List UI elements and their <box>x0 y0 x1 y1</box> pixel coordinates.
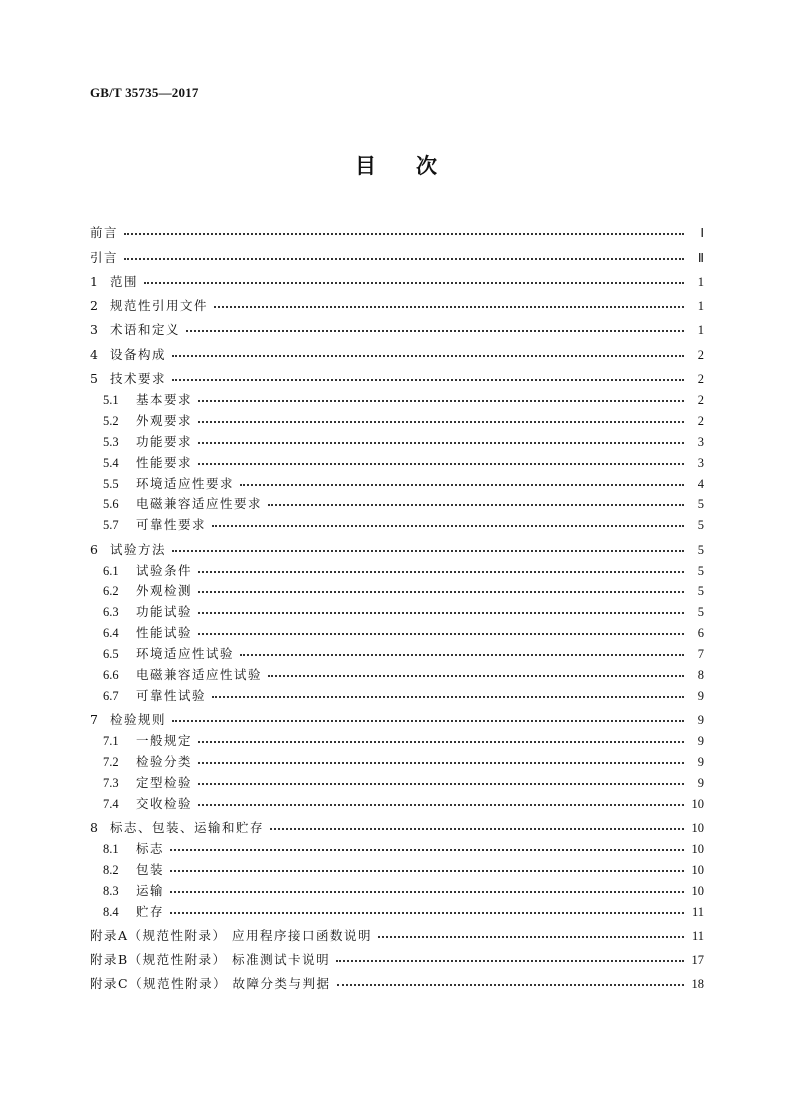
toc-entry[interactable] <box>90 578 704 599</box>
toc-entry-number: 7.3 <box>103 775 119 790</box>
toc-entry-label: 检验规则 <box>110 712 167 728</box>
toc-entry[interactable] <box>90 727 704 748</box>
toc-entry-number: 5.3 <box>103 434 119 449</box>
toc-entry[interactable] <box>90 856 704 877</box>
toc-entry-label: 贮存 <box>136 903 165 919</box>
toc-entry[interactable] <box>90 835 704 856</box>
toc-entry-page: 18 <box>691 977 704 992</box>
toc-entry[interactable] <box>90 337 704 361</box>
toc-entry-label: 附录B（规范性附录） 标准测试卡说明 <box>90 952 331 968</box>
toc-entry-label: 运输 <box>136 882 165 898</box>
toc-entry-page: 2 <box>697 372 704 387</box>
toc-entry-page: 10 <box>691 883 704 898</box>
toc-entry-page: 9 <box>697 688 704 703</box>
toc-entry-number: 6.1 <box>103 563 119 578</box>
dot-leader <box>198 579 684 593</box>
toc-entry-label: 规范性引用文件 <box>110 298 209 314</box>
toc-entry-label: 环境适应性试验 <box>136 646 235 662</box>
toc-entry-number: 8 <box>90 820 98 835</box>
toc-entry-page: 2 <box>697 347 704 362</box>
toc-entry[interactable] <box>90 619 704 640</box>
toc-entry-page: 9 <box>697 734 704 749</box>
toc-entry[interactable] <box>90 748 704 769</box>
dot-leader <box>198 771 684 785</box>
toc-entry-page: Ⅰ <box>700 226 704 241</box>
toc-entry[interactable] <box>90 598 704 619</box>
toc-entry-label: 试验方法 <box>110 541 167 557</box>
toc-entry-number: 6.4 <box>103 626 119 641</box>
dot-leader <box>124 221 684 235</box>
toc-entry-label: 前言 <box>90 225 119 241</box>
toc-entry-number: 2 <box>90 298 98 314</box>
toc-entry[interactable] <box>90 491 704 512</box>
toc-entry-page: 10 <box>691 841 704 856</box>
dot-leader <box>198 621 684 635</box>
toc-entry-number: 5 <box>90 371 98 387</box>
toc-entry-label: 电磁兼容适应性试验 <box>136 666 263 682</box>
toc-entry-page: 9 <box>697 713 704 728</box>
toc-entry-page: Ⅱ <box>697 250 704 265</box>
toc-entry-page: 4 <box>697 476 704 491</box>
toc-entry-page: 9 <box>697 775 704 790</box>
toc-entry-label: 定型检验 <box>136 774 193 790</box>
toc-entry[interactable] <box>90 790 704 811</box>
toc-entry[interactable] <box>90 289 704 313</box>
toc-entry-number: 4 <box>90 346 98 362</box>
toc-entry-page: 17 <box>691 953 704 968</box>
toc-entry-page: 5 <box>697 605 704 620</box>
toc-entry[interactable] <box>90 967 704 991</box>
toc-entry-number: 6.2 <box>103 584 119 599</box>
toc-entry-page: 8 <box>697 667 704 682</box>
toc-entry-number: 7 <box>90 712 98 728</box>
dot-leader <box>378 924 684 938</box>
dot-leader <box>198 409 684 423</box>
dot-leader <box>198 388 684 402</box>
toc-entry-page: 10 <box>691 796 704 811</box>
toc-entry-label: 技术要求 <box>110 371 167 387</box>
dot-leader <box>214 294 684 308</box>
toc-entry-page: 5 <box>697 497 704 512</box>
toc-entry-label: 检验分类 <box>136 753 193 769</box>
dot-leader <box>240 472 684 486</box>
table-of-contents <box>90 216 704 991</box>
toc-entry-page: 5 <box>697 542 704 557</box>
toc-entry-label: 基本要求 <box>136 391 193 407</box>
toc-entry[interactable] <box>90 216 704 240</box>
toc-entry[interactable] <box>90 265 704 289</box>
toc-entry-number: 3 <box>90 322 98 338</box>
dot-leader <box>268 663 684 677</box>
toc-entry-label: 可靠性试验 <box>136 687 207 703</box>
toc-entry[interactable] <box>90 313 704 337</box>
toc-entry-number: 5.4 <box>103 455 119 470</box>
toc-entry-label: 包装 <box>136 861 165 877</box>
toc-entry[interactable] <box>90 943 704 967</box>
dot-leader <box>172 708 684 722</box>
toc-entry[interactable] <box>90 769 704 790</box>
toc-entry-label: 附录A（规范性附录） 应用程序接口函数说明 <box>90 927 373 943</box>
toc-entry-number: 7.2 <box>103 754 119 769</box>
toc-entry[interactable] <box>90 362 704 386</box>
toc-entry[interactable] <box>90 532 704 556</box>
toc-entry-page: 5 <box>697 518 704 533</box>
toc-entry-page: 3 <box>697 434 704 449</box>
dot-leader <box>198 750 684 764</box>
toc-entry-page: 5 <box>697 563 704 578</box>
toc-entry-label: 标志 <box>136 840 165 856</box>
toc-entry-number: 6.7 <box>103 688 119 703</box>
toc-entry-label: 试验条件 <box>136 562 193 578</box>
toc-entry-page: 11 <box>691 904 704 919</box>
toc-entry-page: 1 <box>697 323 704 338</box>
toc-entry-label: 引言 <box>90 249 119 265</box>
toc-entry-page: 11 <box>691 928 704 943</box>
toc-entry-page: 2 <box>697 413 704 428</box>
dot-leader <box>170 858 684 872</box>
toc-entry-label: 一般规定 <box>136 733 193 749</box>
toc-entry-number: 5.2 <box>103 413 119 428</box>
toc-entry-page: 2 <box>697 392 704 407</box>
dot-leader <box>198 600 684 614</box>
toc-entry-page: 1 <box>697 274 704 289</box>
toc-entry-label: 范围 <box>110 273 139 289</box>
toc-entry-page: 3 <box>697 455 704 470</box>
toc-entry-number: 5.5 <box>103 476 119 491</box>
toc-entry-number: 7.4 <box>103 796 119 811</box>
toc-entry-page: 7 <box>697 647 704 662</box>
toc-entry[interactable] <box>90 557 704 578</box>
toc-entry[interactable] <box>90 470 704 491</box>
dot-leader <box>170 837 684 851</box>
dot-leader <box>198 559 684 573</box>
toc-entry[interactable] <box>90 240 704 264</box>
dot-leader <box>240 642 684 656</box>
dot-leader <box>198 792 684 806</box>
dot-leader <box>212 684 684 698</box>
toc-entry-number: 7.1 <box>103 734 119 749</box>
toc-entry-number: 8.1 <box>103 841 119 856</box>
toc-entry-label: 术语和定义 <box>110 322 181 338</box>
dot-leader <box>172 367 684 381</box>
dot-leader <box>124 246 684 260</box>
dot-leader <box>212 513 684 527</box>
dot-leader <box>198 451 684 465</box>
toc-entry-label: 环境适应性要求 <box>136 475 235 491</box>
toc-entry-label: 电磁兼容适应性要求 <box>136 496 263 512</box>
toc-entry-page: 6 <box>697 626 704 641</box>
toc-entry-label: 设备构成 <box>110 346 167 362</box>
page-title <box>0 150 792 180</box>
toc-entry[interactable] <box>90 661 704 682</box>
toc-entry-label: 外观要求 <box>136 412 193 428</box>
toc-entry-number: 8.3 <box>103 883 119 898</box>
toc-entry[interactable] <box>90 703 704 727</box>
dot-leader <box>270 816 684 830</box>
toc-entry-label: 交收检验 <box>136 795 193 811</box>
toc-entry-label: 功能要求 <box>136 433 193 449</box>
dot-leader <box>198 729 684 743</box>
toc-entry-page: 10 <box>691 862 704 877</box>
toc-entry-label: 可靠性要求 <box>136 517 207 533</box>
toc-entry-number: 1 <box>90 273 98 289</box>
dot-leader <box>172 538 684 552</box>
toc-entry-number: 5.7 <box>103 518 119 533</box>
toc-entry-page: 9 <box>697 754 704 769</box>
toc-entry[interactable] <box>90 407 704 428</box>
toc-entry-number: 6.5 <box>103 647 119 662</box>
toc-entry[interactable] <box>90 386 704 407</box>
dot-leader <box>336 948 684 962</box>
toc-entry[interactable] <box>90 811 704 835</box>
toc-entry-number: 6 <box>90 541 98 557</box>
toc-entry-number: 8.2 <box>103 862 119 877</box>
toc-entry-page: 1 <box>697 299 704 314</box>
toc-entry-page: 10 <box>691 821 704 835</box>
toc-entry[interactable] <box>90 877 704 898</box>
toc-entry-number: 5.6 <box>103 497 119 512</box>
toc-entry-number: 6.6 <box>103 667 119 682</box>
dot-leader <box>170 900 684 914</box>
toc-entry-label: 性能要求 <box>136 454 193 470</box>
toc-entry-label: 附录C（规范性附录） 故障分类与判据 <box>90 976 331 992</box>
dot-leader <box>268 492 684 506</box>
toc-entry-page: 5 <box>697 584 704 599</box>
document-number: GB/T 35735—2017 <box>90 85 199 100</box>
dot-leader <box>144 270 684 284</box>
toc-entry-label: 功能试验 <box>136 604 193 620</box>
dot-leader <box>198 430 684 444</box>
toc-entry[interactable] <box>90 511 704 532</box>
toc-entry[interactable] <box>90 640 704 661</box>
toc-entry[interactable] <box>90 428 704 449</box>
toc-entry[interactable] <box>90 919 704 943</box>
toc-entry-label: 外观检测 <box>136 583 193 599</box>
toc-entry-number: 6.3 <box>103 605 119 620</box>
toc-entry-number: 5.1 <box>103 392 119 407</box>
dot-leader <box>186 318 684 332</box>
toc-entry-number: 8.4 <box>103 904 119 919</box>
toc-entry-label: 性能试验 <box>136 625 193 641</box>
dot-leader <box>337 972 684 986</box>
dot-leader <box>172 343 684 357</box>
toc-entry[interactable] <box>90 682 704 703</box>
dot-leader <box>170 879 684 893</box>
toc-entry-label: 标志、包装、运输和贮存 <box>110 820 265 835</box>
title-part-1: 目 <box>355 154 376 178</box>
toc-entry[interactable] <box>90 449 704 470</box>
title-part-2: 次 <box>416 154 437 178</box>
toc-entry[interactable] <box>90 898 704 919</box>
